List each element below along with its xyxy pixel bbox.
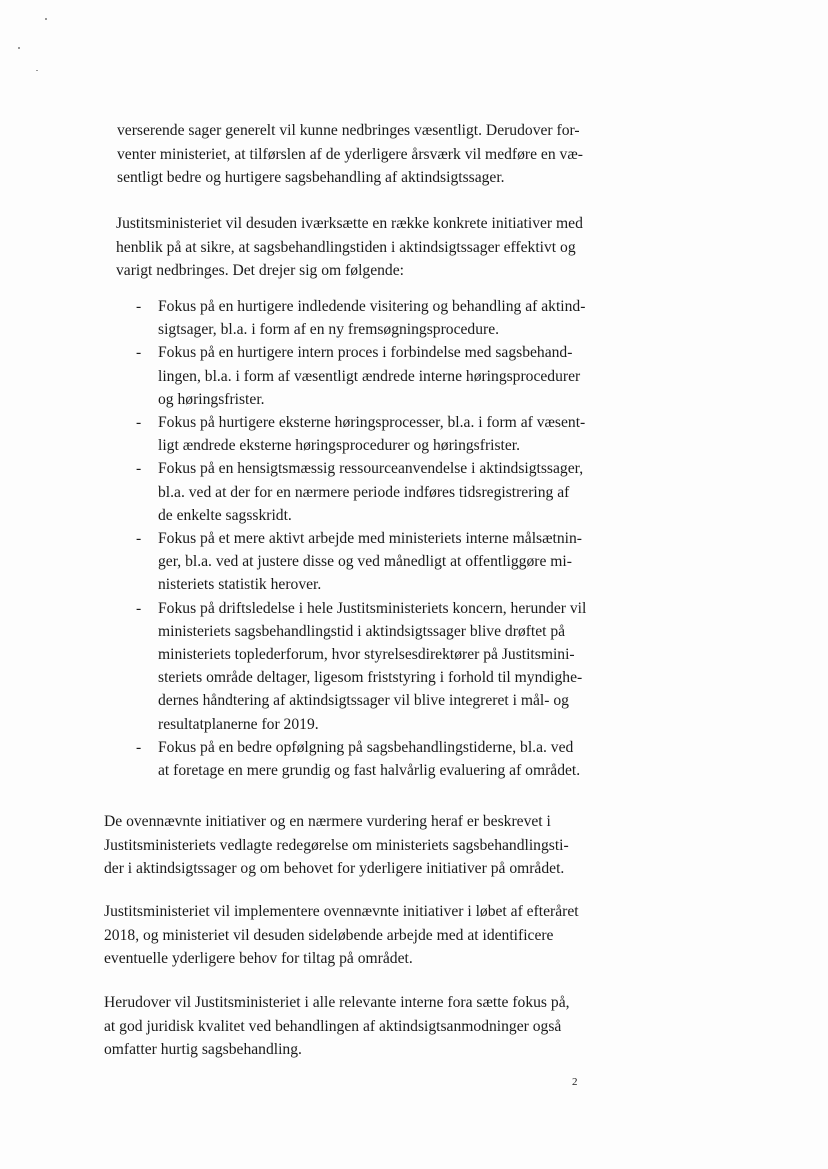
list-item [132, 341, 602, 411]
text-line: 2018, og ministeriet vil desuden sideløbende arbejde med at identificere [104, 926, 554, 944]
bullet-marker: - [136, 344, 142, 362]
paragraph-3 [104, 810, 591, 881]
initiatives-list [132, 295, 602, 782]
list-item [132, 736, 602, 782]
bullet-marker: - [136, 460, 142, 478]
text-line: sentligt bedre og hurtigere sagsbehandling af aktindsigtssager. [117, 169, 505, 186]
list-item [132, 527, 602, 597]
scan-speck [18, 47, 20, 49]
text-line: og høringsfrister. [158, 390, 265, 408]
text-line: Fokus på et mere aktivt arbejde med ministeriets interne målsætnin- [158, 530, 582, 548]
text-line: De ovennævnte initiativer og en nærmere vurdering heraf er beskrevet i [104, 813, 551, 830]
bullet-marker: - [136, 530, 142, 548]
list-item [132, 411, 602, 457]
bullet-marker: - [136, 599, 142, 617]
text-line: dernes håndtering af aktindsigtssager vil blive integreret i mål- og [158, 692, 569, 710]
text-line: Fokus på driftsledelse i hele Justitsministeriets koncern, herunder vil [158, 599, 587, 617]
text-line: Fokus på en hensigtsmæssig ressourceanvendelse i aktindsigtssager, [158, 460, 584, 478]
text-line: at god juridisk kvalitet ved behandlingen af aktindsigtsanmodninger også [104, 1017, 562, 1035]
text-line: Fokus på en bedre opfølgning på sagsbehandlingstiderne, bl.a. ved [158, 738, 574, 756]
text-line: Justitsministeriet vil implementere ovennævnte initiativer i løbet af efteråret [104, 903, 579, 920]
text-line: resultatplanerne for 2019. [158, 715, 319, 733]
text-line: eventuelle yderligere behov for tiltag på området. [104, 950, 413, 967]
paragraph-4 [104, 900, 591, 971]
text-line: omfatter hurtig sagsbehandling. [104, 1041, 302, 1058]
text-line: ger, bl.a. ved at justere disse og ved månedligt at offentliggøre mi- [158, 553, 572, 571]
text-line: steriets område deltager, ligesom friststyring i forhold til myndighe- [158, 669, 583, 687]
text-line: de enkelte sagsskridt. [158, 506, 292, 524]
paragraph-5 [104, 991, 591, 1062]
text-line: Herudover vil Justitsministeriet i alle relevante interne fora sætte fokus på, [104, 994, 570, 1011]
paragraph-1 [117, 119, 600, 190]
text-line: at foretage en mere grundig og fast halvårlig evaluering af området. [158, 762, 581, 780]
text-line: verserende sager generelt vil kunne nedbringes væsentligt. Derudover for- [117, 122, 580, 139]
text-line: ministeriets toplederforum, hvor styrelsesdirektører på Justitsmini- [158, 646, 575, 664]
bullet-marker: - [136, 738, 142, 756]
list-item [132, 597, 602, 736]
paragraph-2 [116, 212, 600, 283]
text-line: Justitsministeriets vedlagte redegørelse om ministeriets sagsbehandlingsti- [104, 836, 569, 854]
scan-speck [36, 70, 38, 71]
text-line: Justitsministeriet vil desuden iværksætte en række konkrete initiativer med [116, 215, 583, 232]
text-line: der i aktindsigtssager og om behovet for yderligere initiativer på området. [104, 860, 565, 877]
text-line: ministeriets sagsbehandlingstid i aktindsigtssager blive drøftet på [158, 622, 566, 640]
text-line: venter ministeriet, at tilførslen af de yderligere årsværk vil medføre en væ- [117, 145, 583, 163]
text-line: sigtsager, bl.a. i form af en ny fremsøgningsprocedure. [158, 321, 500, 339]
bullet-marker: - [136, 414, 142, 432]
text-line: Fokus på en hurtigere indledende visitering og behandling af aktind- [158, 298, 586, 315]
scan-speck [45, 18, 47, 20]
text-line: henblik på at sikre, at sagsbehandlingstiden i aktindsigtssager effektivt og [116, 238, 576, 256]
text-line: bl.a. ved at der for en nærmere periode indføres tidsregistrering af [158, 483, 570, 501]
page-number: 2 [572, 1076, 578, 1088]
text-line: nisteriets statistik herover. [158, 576, 322, 594]
list-item [132, 295, 602, 341]
list-item [132, 457, 602, 527]
text-line: varigt nedbringes. Det drejer sig om følgende: [116, 262, 404, 279]
text-line: lingen, bl.a. i form af væsentligt ændrede interne høringsprocedurer [158, 367, 581, 385]
text-line: Fokus på en hurtigere intern proces i forbindelse med sagsbehand- [158, 344, 573, 362]
bullet-marker: - [136, 298, 142, 315]
text-line: Fokus på hurtigere eksterne høringsprocesser, bl.a. i form af væsent- [158, 414, 586, 432]
text-line: ligt ændrede eksterne høringsprocedurer og høringsfrister. [158, 437, 521, 455]
